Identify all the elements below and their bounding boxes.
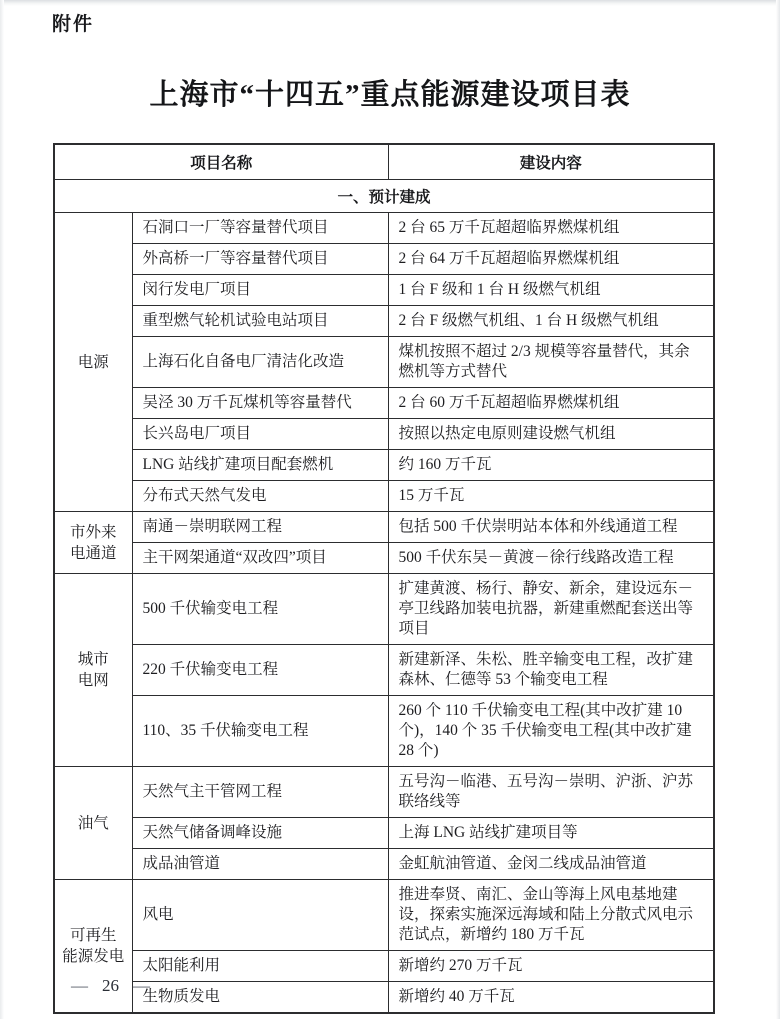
construction-content-cell: 新增约 270 万千瓦 [388,951,714,982]
table-row [54,275,714,306]
project-name-cell: 220 千伏输变电工程 [132,645,388,696]
table-row [54,419,714,450]
project-name-cell: 上海石化自备电厂清洁化改造 [132,337,388,388]
table-row [54,767,714,818]
construction-content-cell: 五号沟－临港、五号沟－崇明、沪浙、沪苏联络线等 [388,767,714,818]
scan-edge-left [0,0,4,1019]
construction-content-cell: 约 160 万千瓦 [388,450,714,481]
construction-content-cell: 按照以热定电原则建设燃气机组 [388,419,714,450]
category-cell: 城市 电网 [54,574,132,767]
construction-content-cell: 煤机按照不超过 2/3 规模等容量替代，其余燃机等方式替代 [388,337,714,388]
projects-table [53,143,715,1014]
project-name-cell: 分布式天然气发电 [132,481,388,512]
column-header-project-name: 项目名称 [54,144,388,180]
project-name-cell: 太阳能利用 [132,951,388,982]
section-title: 一、预计建成 [54,180,714,213]
scan-edge-right [776,0,780,1019]
project-name-cell: 南通－崇明联网工程 [132,512,388,543]
construction-content-cell: 2 台 60 万千瓦超超临界燃煤机组 [388,388,714,419]
page-number-dash-right: — [133,976,150,995]
construction-content-cell: 500 千伏东吴－黄渡－徐行线路改造工程 [388,543,714,574]
project-name-cell: 石洞口一厂等容量替代项目 [132,213,388,244]
table-row [54,481,714,512]
project-name-cell: 500 千伏输变电工程 [132,574,388,645]
project-name-cell: 风电 [132,880,388,951]
project-name-cell: 长兴岛电厂项目 [132,419,388,450]
table-row [54,982,714,1014]
construction-content-cell: 15 万千瓦 [388,481,714,512]
project-name-cell: LNG 站线扩建项目配套燃机 [132,450,388,481]
page-title: 上海市“十四五”重点能源建设项目表 [149,79,631,111]
project-name-cell: 成品油管道 [132,849,388,880]
construction-content-cell: 2 台 64 万千瓦超超临界燃煤机组 [388,244,714,275]
table-row [54,696,714,767]
construction-content-cell: 新增约 40 万千瓦 [388,982,714,1014]
table-row [54,512,714,543]
page-number-dash-left: — [71,976,88,995]
project-name-cell: 重型燃气轮机试验电站项目 [132,306,388,337]
construction-content-cell: 推进奉贤、南汇、金山等海上风电基地建设，探索实施深远海域和陆上分散式风电示范试点，新增约 180 万千瓦 [388,880,714,951]
page-number-value: 26 [102,976,119,995]
table-row [54,645,714,696]
construction-content-cell: 260 个 110 千伏输变电工程(其中改扩建 10 个)，140 个 35 千伏输变电工程(其中改扩建 28 个) [388,696,714,767]
table-row [54,543,714,574]
page-number [71,976,150,996]
table-row [54,818,714,849]
construction-content-cell: 新建新泽、朱松、胜辛输变电工程，改扩建森林、仁德等 53 个输变电工程 [388,645,714,696]
table-row [54,337,714,388]
table-row [54,450,714,481]
table-row [54,574,714,645]
project-name-cell: 110、35 千伏输变电工程 [132,696,388,767]
category-cell: 市外来 电通道 [54,512,132,574]
project-name-cell: 主干网架通道“双改四”项目 [132,543,388,574]
project-name-cell: 天然气主干管网工程 [132,767,388,818]
project-name-cell: 外高桥一厂等容量替代项目 [132,244,388,275]
construction-content-cell: 2 台 F 级燃气机组、1 台 H 级燃气机组 [388,306,714,337]
project-name-cell: 天然气储备调峰设施 [132,818,388,849]
construction-content-cell: 1 台 F 级和 1 台 H 级燃气机组 [388,275,714,306]
construction-content-cell: 2 台 65 万千瓦超超临界燃煤机组 [388,213,714,244]
project-name-cell: 吴泾 30 万千瓦煤机等容量替代 [132,388,388,419]
table-row [54,306,714,337]
category-cell: 电源 [54,213,132,512]
table-row [54,244,714,275]
table-row [54,388,714,419]
table-header-row [54,144,714,180]
scan-edge-top [0,0,780,6]
table-row [54,951,714,982]
project-name-cell: 生物质发电 [132,982,388,1014]
table-row [54,880,714,951]
construction-content-cell: 金虹航油管道、金闵二线成品油管道 [388,849,714,880]
category-cell: 可再生 能源发电 [54,880,132,1014]
column-header-construction-content: 建设内容 [388,144,714,180]
project-name-cell: 闵行发电厂项目 [132,275,388,306]
table-row [54,849,714,880]
category-cell: 油气 [54,767,132,880]
section-row [54,180,714,213]
construction-content-cell: 扩建黄渡、杨行、静安、新余，建设远东－亭卫线路加装电抗器，新建重燃配套送出等项目 [388,574,714,645]
construction-content-cell: 上海 LNG 站线扩建项目等 [388,818,714,849]
table-row [54,213,714,244]
construction-content-cell: 包括 500 千伏崇明站本体和外线通道工程 [388,512,714,543]
attachment-label: 附件 [52,14,95,35]
